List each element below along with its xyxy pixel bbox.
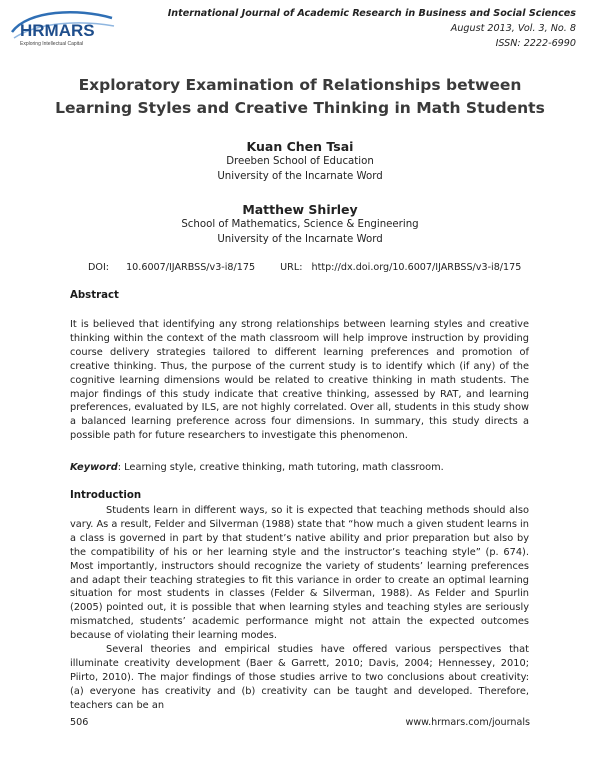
introduction-heading: Introduction (70, 490, 142, 501)
url-label: URL: (280, 262, 303, 273)
logo-graphic (8, 8, 118, 50)
intro-paragraph-1: Students learn in different ways, so it is expected that teaching methods should also vary. As a result, Felder and Silverman (1988) state that “how much a given student learns in a class is governed in part by that student’s native ability and prior preparation but also by the compatibility of his or her learning style and the instructor’s teaching style” (p. 674). Most importantly, instructors should recognize the variety of students’ learning preferences and adapt their teaching strategies to fit this variance in order to create an optimal learning situation for most students in classes (Felder & Silverman, 1988). As Felder and Spurlin (2005) pointed out, it is possible that when learning styles and teaching styles are seriously mismatched, students’ academic performance might not attain the expected outcomes because of violating their learning modes. (70, 505, 529, 642)
keywords-line (70, 462, 444, 473)
journal-header (168, 6, 576, 51)
author-university: University of the Incarnate Word (217, 171, 383, 182)
page-number: 506 (70, 717, 89, 728)
logo-tagline: Exploring Intellectual Capital (20, 41, 84, 47)
author-name: Kuan Chen Tsai (246, 139, 354, 154)
author-name: Matthew Shirley (242, 202, 358, 217)
abstract-heading: Abstract (70, 290, 119, 301)
abstract-text: It is believed that identifying any strong relationships between learning styles and creative thinking within the context of the math classroom will help improve instruction by providing course delivery strategies tailored to different learning preferences and promotion of creative thinking. Thus, the purpose of the current study is to identify which (if any) of the cognitive learning dimensions would be related to creative thinking in math students. The major findings of this study indicate that creative thinking, assessed by RAT, and learning preferences, evaluated by ILS, are not highly correlated. Over all, students in this study show a balanced learning preference across four dimensions. In summary, this study directs a possible path for future researchers to investigate this phenomenon. (70, 319, 529, 442)
title-line-1: Exploratory Examination of Relationships between (78, 76, 522, 94)
doi-value: 10.6007/IJARBSS/v3-i8/175 (126, 262, 256, 273)
doi-label: DOI: (88, 262, 110, 273)
author-block-1 (0, 139, 600, 184)
author-university: University of the Incarnate Word (217, 234, 383, 245)
author-block-2 (0, 202, 600, 247)
url-link[interactable]: http://dx.doi.org/10.6007/IJARBSS/v3-i8/175 (311, 262, 522, 273)
footer-website-link[interactable]: www.hrmars.com/journals (405, 717, 530, 728)
title-line-2: Learning Styles and Creative Thinking in Math Students (55, 99, 545, 117)
hrmars-logo (8, 8, 118, 50)
keyword-text: : Learning style, creative thinking, math tutoring, math classroom. (117, 462, 444, 473)
logo-text: HRMARS (20, 21, 95, 40)
intro-paragraph-2: Several theories and empirical studies have offered various perspectives that illuminate creativity development (Baer & Garrett, 2010; Davis, 2004; Hennessey, 2010; Piirto, 2010). The major findings of those studies arrive to two conclusions about creativity: (a) everyone has creativity and (b) creativity can be taught and developed. Therefore, teachers can be an (70, 644, 529, 711)
doi-line (88, 262, 521, 273)
journal-issue: August 2013, Vol. 3, No. 8 (450, 23, 576, 34)
paper-title (40, 74, 560, 120)
author-affiliation: Dreeben School of Education (226, 156, 374, 167)
journal-name: International Journal of Academic Research in Business and Social Sciences (167, 8, 576, 19)
journal-issn: ISSN: 2222-6990 (495, 38, 576, 49)
keyword-label: Keyword (70, 462, 118, 473)
author-affiliation: School of Mathematics, Science & Engineering (181, 219, 419, 230)
